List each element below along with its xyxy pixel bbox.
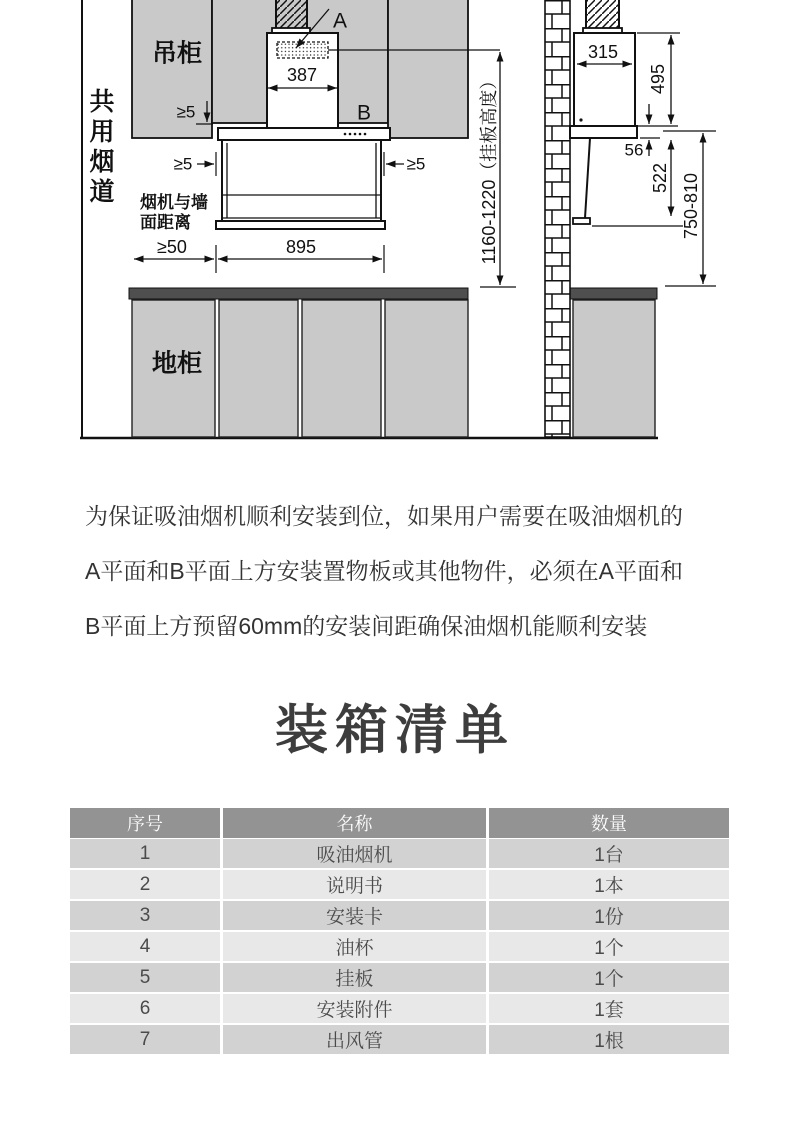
label-plane-b: B — [356, 101, 372, 125]
floor-cabinets — [129, 288, 657, 437]
table-cell-no: 3 — [70, 901, 220, 930]
dim-hang-height: 1160-1220（挂板高度） — [479, 71, 499, 265]
dim-ge5-left: ≥5 — [173, 154, 193, 174]
table-cell-name: 说明书 — [223, 870, 486, 899]
table-cell-no: 4 — [70, 932, 220, 961]
table-cell-qty: 1根 — [489, 1025, 729, 1054]
dim-522: 522 — [650, 162, 670, 194]
brick-wall — [545, 0, 570, 437]
table-cell-qty: 1个 — [489, 963, 729, 992]
table-cell-qty: 1份 — [489, 901, 729, 930]
dim-895: 895 — [285, 237, 317, 257]
note-line: B平面上方预留60mm的安装间距确保油烟机能顺利安装 — [85, 613, 648, 639]
plane-a-surface — [277, 42, 328, 58]
dim-750-810: 750-810 — [681, 172, 701, 240]
dim-ge5-top: ≥5 — [176, 102, 196, 122]
table-cell-name: 挂板 — [223, 963, 486, 992]
duct-front — [276, 0, 307, 28]
table-cell-name: 油杯 — [223, 932, 486, 961]
table-cell-name: 安装附件 — [223, 994, 486, 1023]
table-cell-no: 5 — [70, 963, 220, 992]
label-hood-wall-distance — [140, 193, 208, 233]
table-cell-qty: 1台 — [489, 839, 729, 868]
table-cell-name: 安装卡 — [223, 901, 486, 930]
table-cell-qty: 1个 — [489, 932, 729, 961]
dim-495: 495 — [648, 63, 668, 95]
dim-ge5-right: ≥5 — [406, 154, 426, 174]
table-cell-no: 1 — [70, 839, 220, 868]
duct-side — [586, 0, 619, 28]
diagram-canvas — [0, 0, 790, 450]
label-shared-flue: 共用烟道 — [86, 88, 114, 208]
dim-315: 315 — [587, 42, 619, 62]
table-cell-qty: 1套 — [489, 994, 729, 1023]
range-hood-side — [570, 0, 637, 224]
label-wall-cabinet: 吊柜 — [151, 39, 203, 68]
dim-387: 387 — [286, 65, 318, 85]
label-hood-wall-distance-line2: 面距离 — [140, 213, 191, 232]
table-cell-name: 吸油烟机 — [223, 839, 486, 868]
packing-list-table — [70, 808, 729, 1054]
note-line: 为保证吸油烟机顺利安装到位，如果用户需要在吸油烟机的 — [85, 503, 683, 529]
column-header-qty: 数量 — [489, 808, 729, 838]
label-plane-a: A — [332, 9, 348, 33]
label-floor-cabinet: 地柜 — [151, 349, 203, 378]
installation-note — [85, 489, 725, 654]
table-cell-no: 6 — [70, 994, 220, 1023]
dim-ge50: ≥50 — [157, 237, 187, 257]
column-header-name: 名称 — [223, 808, 486, 838]
table-cell-no: 7 — [70, 1025, 220, 1054]
note-line: A平面和B平面上方安装置物板或其他物件，必须在A平面和 — [85, 558, 684, 584]
packing-list-title: 装箱清单 — [275, 701, 515, 760]
column-header-no: 序号 — [70, 808, 220, 838]
table-cell-name: 出风管 — [223, 1025, 486, 1054]
table-cell-qty: 1本 — [489, 870, 729, 899]
label-hood-wall-distance-line1: 烟机与墙 — [140, 193, 208, 212]
table-cell-no: 2 — [70, 870, 220, 899]
installation-diagram — [0, 0, 790, 450]
dim-56: 56 — [624, 140, 644, 160]
